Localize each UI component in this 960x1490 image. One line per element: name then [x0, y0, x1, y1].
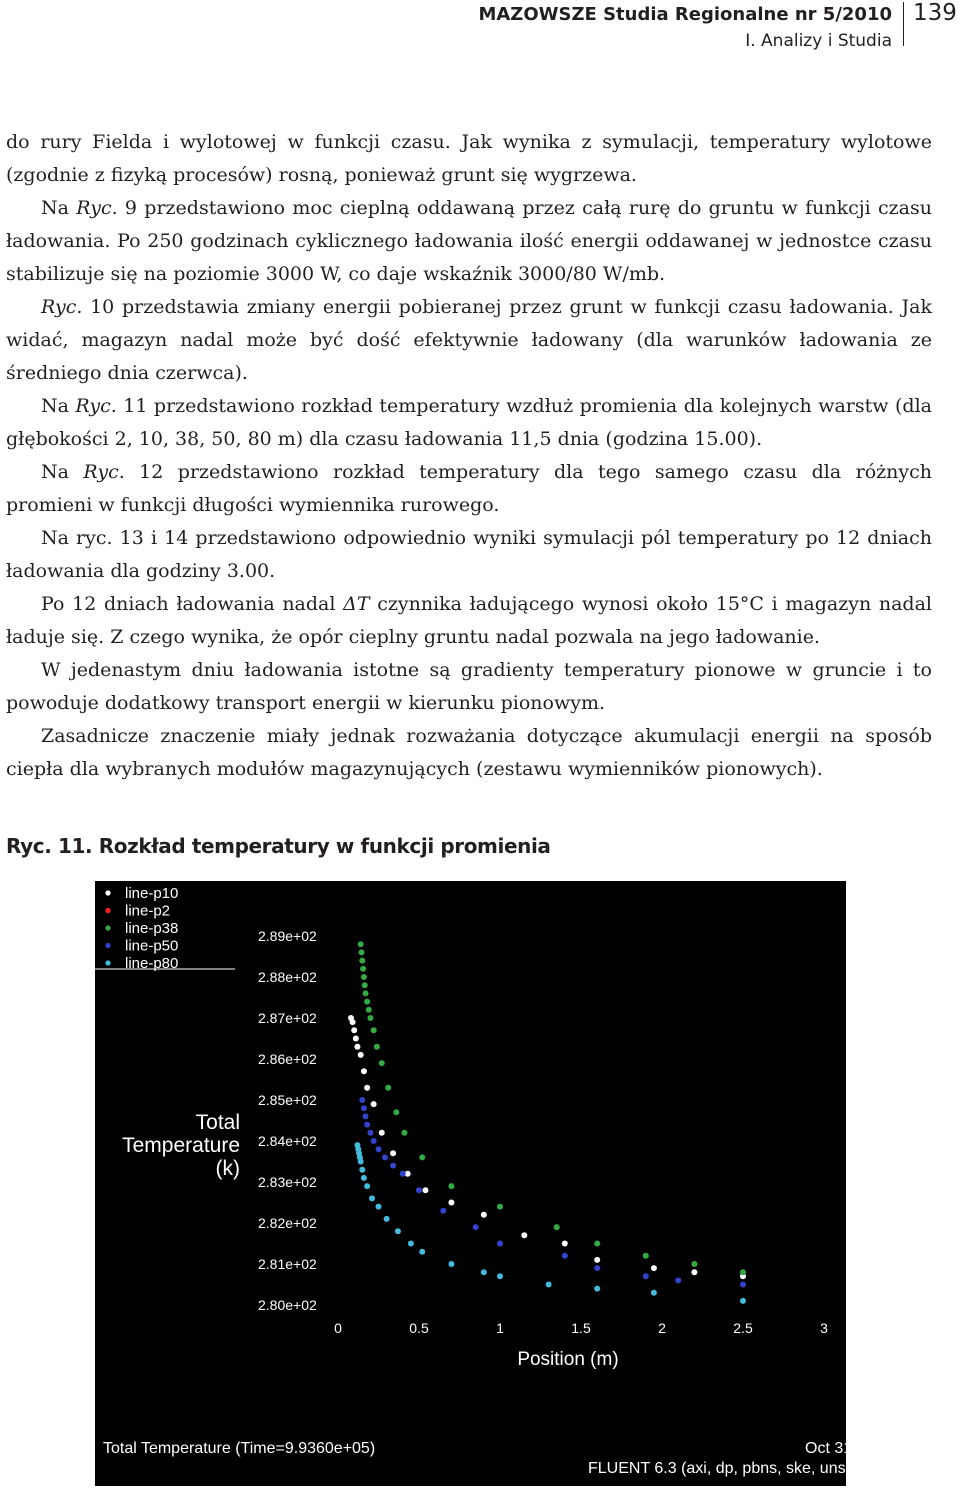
text-run: Po 12 dniach ładowania nadal [41, 593, 344, 615]
data-point-line-p38 [419, 1154, 425, 1160]
text-run: W jedenastym dniu ładowania istotne są gradienty temperatury pionowe w gruncie i to powoduje dodatkowy transport energii w kierunku pionowym. [6, 659, 932, 714]
x-axis-title: Position (m) [517, 1349, 619, 1370]
data-point-line-p38 [361, 974, 367, 980]
data-point-line-p38 [362, 982, 368, 988]
data-point-line-p10 [521, 1232, 527, 1238]
text-run: Na [41, 197, 77, 219]
italic-run: Ryc. [76, 197, 118, 219]
journal-title: MAZOWSZE Studia Regionalne nr 5/2010 [478, 4, 892, 25]
data-point-line-p80 [497, 1273, 503, 1279]
footer-solver: FLUENT 6.3 (axi, dp, pbns, ske, uns [588, 1460, 846, 1477]
data-point-line-p50 [376, 1146, 382, 1152]
text-run: 11 przedstawiono rozkład temperatury wzdłuż promienia dla kolejnych warstw (dla głębokości 2, 10, 38, 50, 80 m) dla czasu ładowania 11,5 dnia (godzina 15.00). [6, 395, 932, 450]
chart-background [95, 881, 846, 1486]
y-tick-label: 2.83e+02 [258, 1174, 317, 1190]
data-point-line-p38 [367, 1015, 373, 1021]
data-point-line-p38 [358, 949, 364, 955]
legend-marker-line-p10 [105, 890, 110, 895]
page-number: 139 [913, 0, 957, 26]
data-point-line-p10 [594, 1257, 600, 1263]
y-axis-title-line: Temperature [122, 1134, 240, 1157]
data-point-line-p38 [393, 1109, 399, 1115]
data-point-line-p80 [359, 1167, 365, 1173]
x-tick-label: 2 [658, 1320, 666, 1336]
y-tick-label: 2.82e+02 [258, 1215, 317, 1231]
figure-chart [95, 881, 853, 1486]
data-point-line-p50 [473, 1224, 479, 1230]
text-run: do rury Fielda i wylotowej w funkcji czasu. Jak wynika z symulacji, temperatury wylotowe (zgodnie z fizyką procesów) rosną, ponieważ grunt się wygrzewa. [6, 131, 932, 186]
italic-run: Ryc. [83, 461, 125, 483]
header-divider [903, 2, 904, 46]
y-tick-label: 2.88e+02 [258, 969, 317, 985]
data-point-line-p38 [643, 1253, 649, 1259]
data-point-line-p50 [359, 1097, 365, 1103]
data-point-line-p38 [554, 1224, 560, 1230]
data-point-line-p80 [384, 1216, 390, 1222]
paragraph [6, 456, 932, 522]
legend-label-line-p38: line-p38 [125, 920, 179, 937]
paragraph [6, 522, 932, 588]
data-point-line-p80 [481, 1269, 487, 1275]
data-point-line-p50 [740, 1282, 746, 1288]
legend-label-line-p2: line-p2 [125, 902, 171, 920]
x-tick-label: 0 [334, 1320, 342, 1336]
data-point-line-p38 [497, 1204, 503, 1210]
data-point-line-p38 [363, 990, 369, 996]
x-tick-label: 0.5 [409, 1320, 429, 1336]
y-axis-title-line: Total [195, 1111, 240, 1134]
data-point-line-p38 [358, 941, 364, 947]
text-run: Na [41, 395, 76, 417]
y-tick-label: 2.80e+02 [258, 1297, 317, 1313]
y-tick-label: 2.86e+02 [258, 1051, 317, 1067]
data-point-line-p10 [353, 1036, 359, 1042]
data-point-line-p50 [562, 1253, 568, 1259]
data-point-line-p38 [359, 958, 365, 964]
text-run: Zasadnicze znaczenie miały jednak rozważania dotyczące akumulacji energii na sposób ciepła dla wybranych modułów magazynujących (zestawu wymienników pionowych). [6, 725, 932, 780]
legend-label-line-p50: line-p50 [125, 937, 179, 955]
data-point-line-p38 [366, 1007, 372, 1013]
text-run: czynnika ładującego wynosi około 15°C i magazyn nadal ładuje się. Z czego wynika, że opór cieplny gruntu nadal pozwala na jego ładowanie. [6, 593, 932, 648]
data-point-line-p10 [562, 1241, 568, 1247]
x-tick-label: 3 [820, 1320, 828, 1336]
data-point-line-p10 [371, 1101, 377, 1107]
figure-caption: Ryc. 11. Rozkład temperatury w funkcji promienia [6, 834, 551, 858]
data-point-line-p80 [546, 1282, 552, 1288]
x-tick-label: 2.5 [733, 1320, 753, 1336]
paragraph [6, 192, 932, 291]
italic-run: Ryc. [41, 296, 83, 318]
data-point-line-p38 [360, 966, 366, 972]
data-point-line-p38 [374, 1044, 380, 1050]
data-point-line-p10 [364, 1085, 370, 1091]
x-tick-label: 1 [496, 1320, 504, 1336]
data-point-line-p10 [361, 1068, 367, 1074]
y-tick-label: 2.87e+02 [258, 1010, 317, 1026]
paragraph [6, 720, 932, 786]
legend-marker-line-p38 [105, 925, 110, 930]
data-point-line-p50 [594, 1265, 600, 1271]
paragraph [6, 588, 932, 654]
data-point-line-p38 [364, 999, 370, 1005]
text-run: 9 przedstawiono moc cieplną oddawaną przez całą rurę do gruntu w funkcji czasu ładowania. Po 250 godzinach cyklicznego ładowania ilość energii oddawanej w jednostce czasu stabilizuje się na poziomie 3000 W, co daje wskaźnik 3000/80 W/mb. [6, 197, 932, 285]
data-point-line-p38 [740, 1269, 746, 1275]
data-point-line-p80 [448, 1261, 454, 1267]
data-point-line-p38 [385, 1085, 391, 1091]
data-point-line-p10 [422, 1187, 428, 1193]
legend-label-line-p80: line-p80 [125, 955, 179, 972]
data-point-line-p10 [351, 1027, 357, 1033]
data-point-line-p38 [448, 1183, 454, 1189]
data-point-line-p10 [448, 1200, 454, 1206]
paragraph [6, 390, 932, 456]
y-tick-label: 2.84e+02 [258, 1133, 317, 1149]
data-point-line-p80 [361, 1175, 367, 1181]
italic-run: ΔT [343, 593, 370, 615]
data-point-line-p38 [691, 1261, 697, 1267]
data-point-line-p10 [651, 1265, 657, 1271]
y-tick-label: 2.89e+02 [258, 928, 317, 944]
data-point-line-p50 [440, 1208, 446, 1214]
data-point-line-p50 [643, 1273, 649, 1279]
data-point-line-p50 [367, 1130, 373, 1136]
data-point-line-p50 [390, 1163, 396, 1169]
paragraph [6, 126, 932, 192]
y-axis-title-line: (k) [215, 1157, 240, 1180]
data-point-line-p50 [361, 1105, 367, 1111]
body-text [6, 126, 932, 786]
paragraph [6, 654, 932, 720]
data-point-line-p50 [364, 1122, 370, 1128]
data-point-line-p80 [740, 1298, 746, 1304]
data-point-line-p50 [416, 1187, 422, 1193]
data-point-line-p10 [354, 1044, 360, 1050]
data-point-line-p80 [369, 1195, 375, 1201]
legend-marker-line-p80 [105, 960, 110, 965]
legend-label-line-p10: line-p10 [125, 885, 179, 902]
data-point-line-p80 [364, 1183, 370, 1189]
section-title: I. Analizy i Studia [745, 31, 892, 51]
data-point-line-p50 [675, 1277, 681, 1283]
y-tick-label: 2.85e+02 [258, 1092, 317, 1108]
data-point-line-p10 [481, 1212, 487, 1218]
text-run: Na ryc. 13 i 14 przedstawiono odpowiednio wyniki symulacji pól temperatury po 12 dniach ładowania dla godziny 3.00. [6, 527, 932, 582]
text-run: 10 przedstawia zmiany energii pobieranej przez grunt w funkcji czasu ładowania. Jak widać, magazyn nadal może być dość efektywnie ładowany (dla warunków ładowania ze średniego dnia czerwca). [6, 296, 932, 384]
data-point-line-p10 [691, 1269, 697, 1275]
data-point-line-p10 [379, 1130, 385, 1136]
data-point-line-p80 [594, 1286, 600, 1292]
italic-run: Ryc. [75, 395, 117, 417]
data-point-line-p80 [376, 1204, 382, 1210]
text-run: 12 przedstawiono rozkład temperatury dla tego samego czasu dla różnych promieni w funkcji długości wymiennika rurowego. [6, 461, 932, 516]
footer-time: Total Temperature (Time=9.9360e+05) [103, 1440, 376, 1457]
footer-date: Oct 31 [805, 1440, 853, 1457]
text-run: Na [41, 461, 84, 483]
data-point-line-p50 [363, 1113, 369, 1119]
data-point-line-p38 [379, 1060, 385, 1066]
data-point-line-p38 [371, 1027, 377, 1033]
data-point-line-p38 [401, 1130, 407, 1136]
data-point-line-p80 [651, 1290, 657, 1296]
data-point-line-p80 [395, 1228, 401, 1234]
data-point-line-p38 [594, 1241, 600, 1247]
x-tick-label: 1.5 [571, 1320, 591, 1336]
legend-marker-line-p50 [105, 943, 110, 948]
data-point-line-p10 [358, 1052, 364, 1058]
data-point-line-p10 [350, 1019, 356, 1025]
paragraph [6, 291, 932, 390]
running-header [478, 2, 892, 54]
data-point-line-p10 [390, 1150, 396, 1156]
data-point-line-p50 [371, 1138, 377, 1144]
data-point-line-p80 [358, 1159, 364, 1165]
data-point-line-p50 [497, 1241, 503, 1247]
y-tick-label: 2.81e+02 [258, 1256, 317, 1272]
data-point-line-p80 [419, 1249, 425, 1255]
legend-marker-line-p2 [105, 908, 110, 913]
data-point-line-p50 [382, 1154, 388, 1160]
data-point-line-p50 [400, 1171, 406, 1177]
temperature-scatter-chart [95, 881, 853, 1486]
data-point-line-p80 [408, 1241, 414, 1247]
